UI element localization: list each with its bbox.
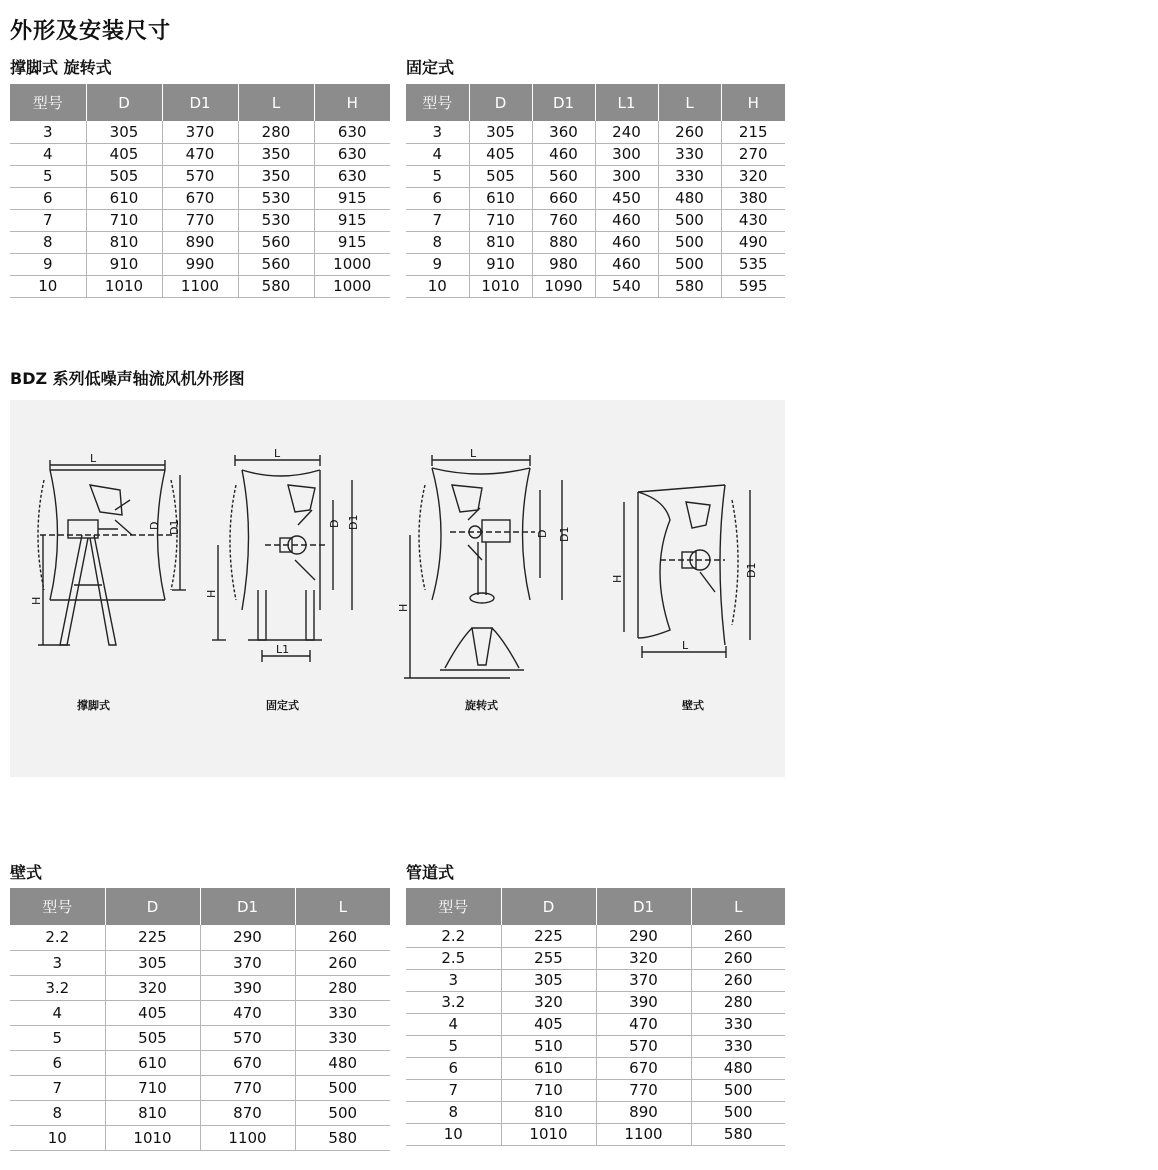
dim-label-D1: D1: [347, 514, 360, 530]
table-cell: 3: [10, 950, 105, 975]
table-cell: 5: [10, 165, 86, 187]
table-cell: 810: [86, 231, 162, 253]
table-cell: 540: [595, 275, 658, 297]
outline-drawing-panel: [10, 400, 785, 777]
table-cell: 260: [295, 950, 390, 975]
fan-outline-drawings: [10, 400, 785, 777]
table-cell: 500: [658, 209, 721, 231]
column-header: D1: [596, 888, 691, 925]
caption-fixed-type: 固定式: [266, 699, 299, 712]
table-cell: 610: [469, 187, 532, 209]
table-row: [10, 187, 390, 209]
table-row: [10, 1125, 390, 1150]
table-cell: 405: [469, 143, 532, 165]
table-cell: 505: [469, 165, 532, 187]
table-cell: 7: [406, 209, 469, 231]
dimension-table-fixed: [406, 84, 785, 298]
table-cell: 5: [406, 165, 469, 187]
dim-label-D: D: [328, 519, 341, 528]
table-cell: 8: [406, 231, 469, 253]
table-cell: 330: [658, 143, 721, 165]
table-cell: 7: [10, 1075, 105, 1100]
table-row: [10, 925, 390, 950]
table-cell: 580: [238, 275, 314, 297]
fan-rotary-type-drawing: [404, 455, 562, 678]
table-row: [10, 1050, 390, 1075]
table-cell: 1010: [469, 275, 532, 297]
dim-label-H: H: [611, 574, 624, 583]
dim-label-D: D: [148, 521, 161, 530]
table-cell: 5: [406, 1035, 501, 1057]
column-header: H: [721, 84, 785, 121]
table-cell: 10: [10, 275, 86, 297]
table-row: [406, 925, 785, 947]
table-cell: 380: [721, 187, 785, 209]
table-cell: 370: [200, 950, 295, 975]
table-row: [10, 275, 390, 297]
table-cell: 405: [105, 1000, 200, 1025]
table-cell: 460: [532, 143, 595, 165]
table-cell: 6: [10, 1050, 105, 1075]
column-header: L: [238, 84, 314, 121]
table-cell: 290: [200, 925, 295, 950]
table-cell: 470: [200, 1000, 295, 1025]
table-header-row: [406, 84, 785, 121]
table-cell: 560: [238, 231, 314, 253]
table-cell: 4: [406, 143, 469, 165]
table-cell: 510: [501, 1035, 596, 1057]
dim-label-D1: D1: [745, 562, 758, 578]
table-cell: 280: [691, 991, 785, 1013]
table-cell: 6: [10, 187, 86, 209]
dim-label-D: D: [536, 529, 549, 538]
table-cell: 330: [691, 1035, 785, 1057]
table-cell: 980: [532, 253, 595, 275]
table-cell: 3: [10, 121, 86, 143]
table-cell: 3.2: [10, 975, 105, 1000]
table-cell: 500: [295, 1075, 390, 1100]
column-header: H: [314, 84, 390, 121]
table-row: [406, 1035, 785, 1057]
table-cell: 1010: [501, 1123, 596, 1145]
table-cell: 6: [406, 1057, 501, 1079]
table-title-fixed: 固定式: [406, 58, 455, 77]
table-cell: 4: [10, 143, 86, 165]
table-cell: 290: [596, 925, 691, 947]
table-cell: 570: [596, 1035, 691, 1057]
table-header-row: [406, 888, 785, 925]
table-cell: 595: [721, 275, 785, 297]
table-cell: 630: [314, 121, 390, 143]
table-cell: 430: [721, 209, 785, 231]
table-cell: 560: [238, 253, 314, 275]
table-row: [406, 187, 785, 209]
table-cell: 270: [721, 143, 785, 165]
table-row: [406, 1079, 785, 1101]
table-cell: 260: [295, 925, 390, 950]
table-row: [406, 165, 785, 187]
dim-label-H: H: [397, 603, 410, 612]
table-title-support-rotary: 撑脚式 旋转式: [10, 58, 112, 77]
table-cell: 710: [469, 209, 532, 231]
table-cell: 890: [596, 1101, 691, 1123]
table-cell: 280: [295, 975, 390, 1000]
table-cell: 990: [162, 253, 238, 275]
table-cell: 4: [406, 1013, 501, 1035]
table-row: [406, 947, 785, 969]
table-title-duct: 管道式: [406, 863, 455, 882]
caption-rotary-type: 旋转式: [465, 699, 498, 712]
table-cell: 8: [406, 1101, 501, 1123]
table-cell: 670: [596, 1057, 691, 1079]
dim-label-L: L: [90, 452, 97, 465]
dim-label-L: L: [470, 447, 477, 460]
table-cell: 580: [295, 1125, 390, 1150]
table-cell: 460: [595, 209, 658, 231]
diagram-title: BDZ 系列低噪声轴流风机外形图: [10, 369, 245, 388]
table-row: [406, 1101, 785, 1123]
table-row: [406, 1013, 785, 1035]
table-cell: 1000: [314, 253, 390, 275]
table-cell: 260: [691, 969, 785, 991]
table-cell: 1100: [200, 1125, 295, 1150]
table-header-row: [10, 84, 390, 121]
table-cell: 390: [200, 975, 295, 1000]
table-cell: 770: [200, 1075, 295, 1100]
column-header: D: [105, 888, 200, 925]
column-header: L: [691, 888, 785, 925]
table-cell: 215: [721, 121, 785, 143]
table-cell: 360: [532, 121, 595, 143]
table-cell: 300: [595, 143, 658, 165]
table-row: [406, 253, 785, 275]
table-cell: 305: [469, 121, 532, 143]
table-cell: 530: [238, 187, 314, 209]
table-cell: 810: [105, 1100, 200, 1125]
table-cell: 2.5: [406, 947, 501, 969]
table-cell: 505: [86, 165, 162, 187]
table-cell: 8: [10, 231, 86, 253]
table-cell: 570: [200, 1025, 295, 1050]
dim-label-H: H: [205, 589, 218, 598]
table-header-row: [10, 888, 390, 925]
table-cell: 330: [691, 1013, 785, 1035]
dim-label-D1: D1: [558, 526, 571, 542]
table-cell: 915: [314, 231, 390, 253]
table-cell: 670: [200, 1050, 295, 1075]
dimension-table-wall: [10, 888, 390, 1151]
table-cell: 1100: [162, 275, 238, 297]
table-cell: 570: [162, 165, 238, 187]
table-cell: 405: [501, 1013, 596, 1035]
table-cell: 350: [238, 143, 314, 165]
table-row: [10, 975, 390, 1000]
table-cell: 225: [105, 925, 200, 950]
table-row: [10, 1100, 390, 1125]
page-title: 外形及安装尺寸: [10, 19, 172, 44]
dim-label-D1: D1: [168, 519, 181, 535]
table-cell: 225: [501, 925, 596, 947]
table-cell: 405: [86, 143, 162, 165]
table-cell: 560: [532, 165, 595, 187]
dimension-table-support-rotary: [10, 84, 390, 298]
table-row: [10, 209, 390, 231]
table-cell: 4: [10, 1000, 105, 1025]
caption-support-type: 撑脚式: [77, 699, 110, 712]
table-row: [406, 121, 785, 143]
table-cell: 370: [596, 969, 691, 991]
table-cell: 280: [238, 121, 314, 143]
table-cell: 390: [596, 991, 691, 1013]
column-header: D: [469, 84, 532, 121]
table-cell: 305: [86, 121, 162, 143]
table-cell: 1010: [105, 1125, 200, 1150]
table-row: [406, 1123, 785, 1145]
table-row: [406, 969, 785, 991]
table-cell: 630: [314, 143, 390, 165]
table-cell: 370: [162, 121, 238, 143]
table-cell: 470: [596, 1013, 691, 1035]
table-cell: 2.2: [406, 925, 501, 947]
column-header: D: [86, 84, 162, 121]
table-cell: 3.2: [406, 991, 501, 1013]
table-cell: 330: [658, 165, 721, 187]
table-cell: 660: [532, 187, 595, 209]
table-cell: 490: [721, 231, 785, 253]
column-header: L: [295, 888, 390, 925]
table-row: [406, 991, 785, 1013]
table-row: [406, 209, 785, 231]
table-row: [10, 1025, 390, 1050]
table-cell: 320: [105, 975, 200, 1000]
table-cell: 7: [406, 1079, 501, 1101]
table-row: [10, 121, 390, 143]
table-cell: 300: [595, 165, 658, 187]
table-cell: 880: [532, 231, 595, 253]
column-header: D1: [532, 84, 595, 121]
table-cell: 505: [105, 1025, 200, 1050]
table-cell: 260: [691, 947, 785, 969]
table-cell: 3: [406, 969, 501, 991]
table-cell: 710: [105, 1075, 200, 1100]
table-cell: 2.2: [10, 925, 105, 950]
table-cell: 500: [658, 253, 721, 275]
table-cell: 3: [406, 121, 469, 143]
table-cell: 670: [162, 187, 238, 209]
table-cell: 910: [469, 253, 532, 275]
dim-label-L: L: [274, 447, 281, 460]
table-cell: 480: [658, 187, 721, 209]
fan-wall-type-drawing: [624, 485, 750, 658]
table-row: [10, 165, 390, 187]
table-cell: 910: [86, 253, 162, 275]
table-cell: 1090: [532, 275, 595, 297]
table-cell: 915: [314, 209, 390, 231]
table-cell: 330: [295, 1025, 390, 1050]
column-header: D: [501, 888, 596, 925]
table-cell: 470: [162, 143, 238, 165]
table-row: [406, 143, 785, 165]
table-cell: 7: [10, 209, 86, 231]
table-cell: 630: [314, 165, 390, 187]
table-row: [406, 1057, 785, 1079]
table-cell: 330: [295, 1000, 390, 1025]
table-row: [406, 275, 785, 297]
table-cell: 500: [658, 231, 721, 253]
dim-label-L1: L1: [276, 643, 290, 656]
table-cell: 10: [406, 275, 469, 297]
table-title-wall: 壁式: [10, 863, 43, 882]
table-cell: 500: [691, 1079, 785, 1101]
table-cell: 500: [295, 1100, 390, 1125]
table-cell: 770: [162, 209, 238, 231]
dim-label-H: H: [30, 596, 43, 605]
dim-label-L: L: [682, 639, 689, 652]
table-cell: 460: [595, 253, 658, 275]
dimension-table-duct: [406, 888, 785, 1146]
table-row: [10, 950, 390, 975]
table-row: [406, 231, 785, 253]
table-cell: 610: [86, 187, 162, 209]
table-cell: 760: [532, 209, 595, 231]
table-row: [10, 253, 390, 275]
table-cell: 915: [314, 187, 390, 209]
table-cell: 810: [469, 231, 532, 253]
table-cell: 1010: [86, 275, 162, 297]
column-header: 型号: [10, 888, 105, 925]
table-row: [10, 143, 390, 165]
table-cell: 6: [406, 187, 469, 209]
table-cell: 9: [10, 253, 86, 275]
column-header: 型号: [406, 888, 501, 925]
table-cell: 580: [658, 275, 721, 297]
table-cell: 1000: [314, 275, 390, 297]
table-cell: 305: [105, 950, 200, 975]
table-row: [10, 1075, 390, 1100]
column-header: D1: [200, 888, 295, 925]
table-cell: 9: [406, 253, 469, 275]
column-header: D1: [162, 84, 238, 121]
table-cell: 320: [721, 165, 785, 187]
fan-support-type-drawing: [38, 460, 186, 645]
table-cell: 255: [501, 947, 596, 969]
table-cell: 8: [10, 1100, 105, 1125]
table-cell: 10: [406, 1123, 501, 1145]
table-cell: 610: [105, 1050, 200, 1075]
table-cell: 610: [501, 1057, 596, 1079]
column-header: 型号: [406, 84, 469, 121]
fan-fixed-type-drawing: [212, 455, 352, 662]
table-cell: 710: [86, 209, 162, 231]
table-row: [10, 1000, 390, 1025]
table-cell: 460: [595, 231, 658, 253]
table-cell: 480: [295, 1050, 390, 1075]
table-cell: 890: [162, 231, 238, 253]
caption-wall-type: 壁式: [682, 699, 704, 712]
table-cell: 500: [691, 1101, 785, 1123]
table-cell: 350: [238, 165, 314, 187]
column-header: 型号: [10, 84, 86, 121]
table-cell: 870: [200, 1100, 295, 1125]
table-cell: 535: [721, 253, 785, 275]
table-cell: 580: [691, 1123, 785, 1145]
column-header: L1: [595, 84, 658, 121]
table-cell: 320: [596, 947, 691, 969]
table-cell: 320: [501, 991, 596, 1013]
table-cell: 240: [595, 121, 658, 143]
column-header: L: [658, 84, 721, 121]
table-cell: 450: [595, 187, 658, 209]
table-cell: 1100: [596, 1123, 691, 1145]
table-row: [10, 231, 390, 253]
table-cell: 770: [596, 1079, 691, 1101]
table-cell: 10: [10, 1125, 105, 1150]
table-cell: 480: [691, 1057, 785, 1079]
table-cell: 810: [501, 1101, 596, 1123]
table-cell: 305: [501, 969, 596, 991]
table-cell: 530: [238, 209, 314, 231]
table-cell: 710: [501, 1079, 596, 1101]
table-cell: 260: [691, 925, 785, 947]
table-cell: 5: [10, 1025, 105, 1050]
table-cell: 260: [658, 121, 721, 143]
